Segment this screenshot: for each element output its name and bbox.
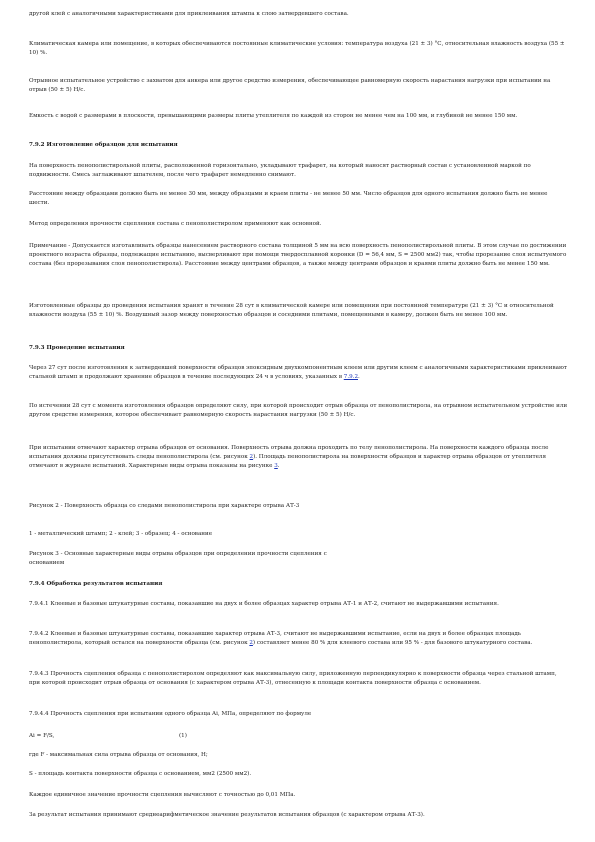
paragraph-main-method: Метод определения прочности сцепления состава с пенополистиролом применяют как основной. bbox=[29, 221, 322, 227]
section-heading-testing: 7.9.3 Проведение испытания bbox=[29, 345, 125, 351]
paragraph-7-9-4-1: 7.9.4.1 Клеевые и базовые штукатурные составы, показавшие на двух и более образцах характер отрыва АТ-1 и АТ-2, считают не выдержавшими испытания. bbox=[29, 601, 499, 607]
paragraph-stamp-gluing bbox=[29, 364, 569, 382]
paragraph-failure-mode-text: При испытании отмечают характер отрыва образцов от основания. Поверхность отрыва должна проходить по телу пенополистирола. На поверхности каждого образца после испытания должны присутствовать следы пенополистирола (см. рисунок bbox=[29, 445, 549, 460]
section-heading-sample-preparation: 7.9.2 Изготовление образцов для испытания bbox=[29, 142, 178, 148]
figure-3-legend: 1 - металлический штамп; 2 - клей; 3 - образец; 4 - основание bbox=[29, 531, 213, 537]
link-figure-3[interactable]: 3 bbox=[274, 462, 278, 469]
paragraph-failure-mode-mid: ). Площадь пенополистирола на поверхности образцов и характер отрыва образцов от утеплителя отмечают в журнале испытаний. Характерные виды отрыва показаны на рисунке bbox=[29, 453, 546, 469]
paragraph-where-s: S - площадь контакта поверхности образца с основанием, мм2 (2500 мм2). bbox=[29, 771, 252, 777]
paragraph-7-9-4-4: 7.9.4.4 Прочность сцепления при испытании одного образца Ai, МПа, определяют по формуле bbox=[29, 711, 312, 717]
paragraph-sample-spacing: Расстояние между образцами должно быть не менее 30 мм, между образцами и краем плиты - не менее 50 мм. Число образцов для одного испытания должно быть не менее шести. bbox=[29, 191, 548, 206]
link-section-7-9-2[interactable]: 7.9.2 bbox=[343, 373, 358, 380]
paragraph-stencil: На поверхность пенополистирольной плиты, расположенной горизонтально, укладывают трафарет, на который наносят растворный состав с установленной маркой по подвижности. Смесь заглаживают шпателем, после чего трафарет немедленно снимают. bbox=[29, 163, 531, 178]
paragraph-7-9-4-2 bbox=[29, 630, 569, 648]
figure-3-caption: Рисунок 3 - Основные характерные виды отрыва образцов при определении прочности сцепления с основанием bbox=[29, 551, 327, 566]
paragraph-pull-off-force: По истечении 28 сут с момента изготовления образцов определяют силу, при которой происходит отрыв образца от пенополистирола, на отрывном испытательном устройстве или другом средстве измерения, которое обеспечивает равномерную скорость нарастания нагрузки (50 ± 5) Н/с. bbox=[29, 403, 568, 418]
formula-number: (1) bbox=[179, 733, 187, 739]
link-figure-2-b[interactable]: 2 bbox=[249, 639, 253, 646]
paragraph-7-9-4-2-tail: ) составляет менее 80 % для клеевого состава или 95 % - для базового штукатурного состава. bbox=[252, 639, 533, 646]
figure-2-caption: Рисунок 2 - Поверхность образца со следами пенополистирола при характере отрыва АТ-3 bbox=[29, 503, 300, 509]
paragraph-where-f: где F - максимальная сила отрыва образца от основания, Н; bbox=[29, 752, 208, 758]
paragraph-failure-mode-tail: . bbox=[277, 462, 280, 469]
paragraph-pull-off-device: Отрывное испытательное устройство с захватом для анкера или другое средство измерения, обеспечивающее равномерную скорость нарастания нагрузки при испытании на отрыв (50 ± 5) Н/с. bbox=[29, 78, 551, 93]
paragraph-7-9-4-2-text: 7.9.4.2 Клеевые и базовые штукатурные составы, показавшие характер отрыва АТ-3, считают не выдержавшими испытание, если на двух и более образцах площадь пенополистирола, который остался на поверхности образца (см. рисунок bbox=[29, 631, 521, 646]
paragraph-7-9-4-3: 7.9.4.3 Прочность сцепления образца с пенополистиролом определяют как максимальную силу, приложенную перпендикулярно к поверхности образца через стальной штамп, при которой происходит отрыв образца от основания (с характером отрыва АТ-3), отнесенную к площади контакта поверхности образца с основанием. bbox=[29, 671, 557, 686]
paragraph-precision: Каждое единичное значение прочности сцепления вычисляют с точностью до 0,01 МПа. bbox=[29, 792, 296, 798]
paragraph-failure-mode bbox=[29, 444, 569, 470]
paragraph-result: За результат испытания принимают среднеарифметическое значение результатов испытания образцов (с характером отрыва АТ-3). bbox=[29, 812, 425, 818]
paragraph-adhesive-note: другой клей с аналогичными характеристиками для приклеивания штампа к слою затвердевшего состава. bbox=[29, 11, 349, 17]
paragraph-stamp-gluing-text: Через 27 сут после изготовления к затвердевшей поверхности образцов эпоксидным двухкомпонентным клеем или другим клеем с аналогичными характеристиками приклеивают стальной штамп и продолжают хранение образцов в течение последующих 24 ч в условиях, указанных в bbox=[29, 365, 567, 380]
formula-expression: Ai = F/S, bbox=[29, 733, 55, 739]
paragraph-stamp-gluing-tail: . bbox=[358, 373, 360, 380]
section-heading-results: 7.9.4 Обработка результатов испытания bbox=[29, 581, 163, 587]
paragraph-note-drilling: Примечание - Допускается изготавливать образцы нанесением растворного состава толщиной 5 мм на всю поверхность пенополистирольной плиты. В этом случае по достижении проектного возраста образцы, подлежащие испытанию, высверливают при помощи твердосплавной коронки (D = 56,4 мм, S = 2500 мм2) так, чтобы прорезание слоя испытуемого состава (без прорезывания слоя пенополистирола). Расстояние между центрами образцов, а также между центрами образцов и краями плиты должно быть не менее 150 мм. bbox=[29, 243, 567, 267]
link-figure-2[interactable]: 2 bbox=[249, 453, 254, 460]
formula-1 bbox=[29, 732, 569, 741]
paragraph-curing: Изготовленные образцы до проведения испытания хранят в течение 28 сут в климатической камере или помещении при постоянной температуре (21 ± 3) °С и относительной влажности воздуха (55 ± 10) %. Воздушный зазор между поверхностью образцов и соседними плитами, помещенными в камеру, должен быть не менее 100 мм. bbox=[29, 303, 554, 318]
paragraph-climatic-chamber: Климатическая камера или помещение, в которых обеспечиваются постоянные климатические условия: температура воздуха (21 ± 3) °С, относительная влажность воздуха (55 ± 10) %. bbox=[29, 41, 565, 56]
paragraph-water-container: Емкость с водой с размерами в плоскости, превышающими размеры плиты утеплителя по каждой из сторон не менее чем на 100 мм, и глубиной не менее 150 мм. bbox=[29, 113, 518, 119]
